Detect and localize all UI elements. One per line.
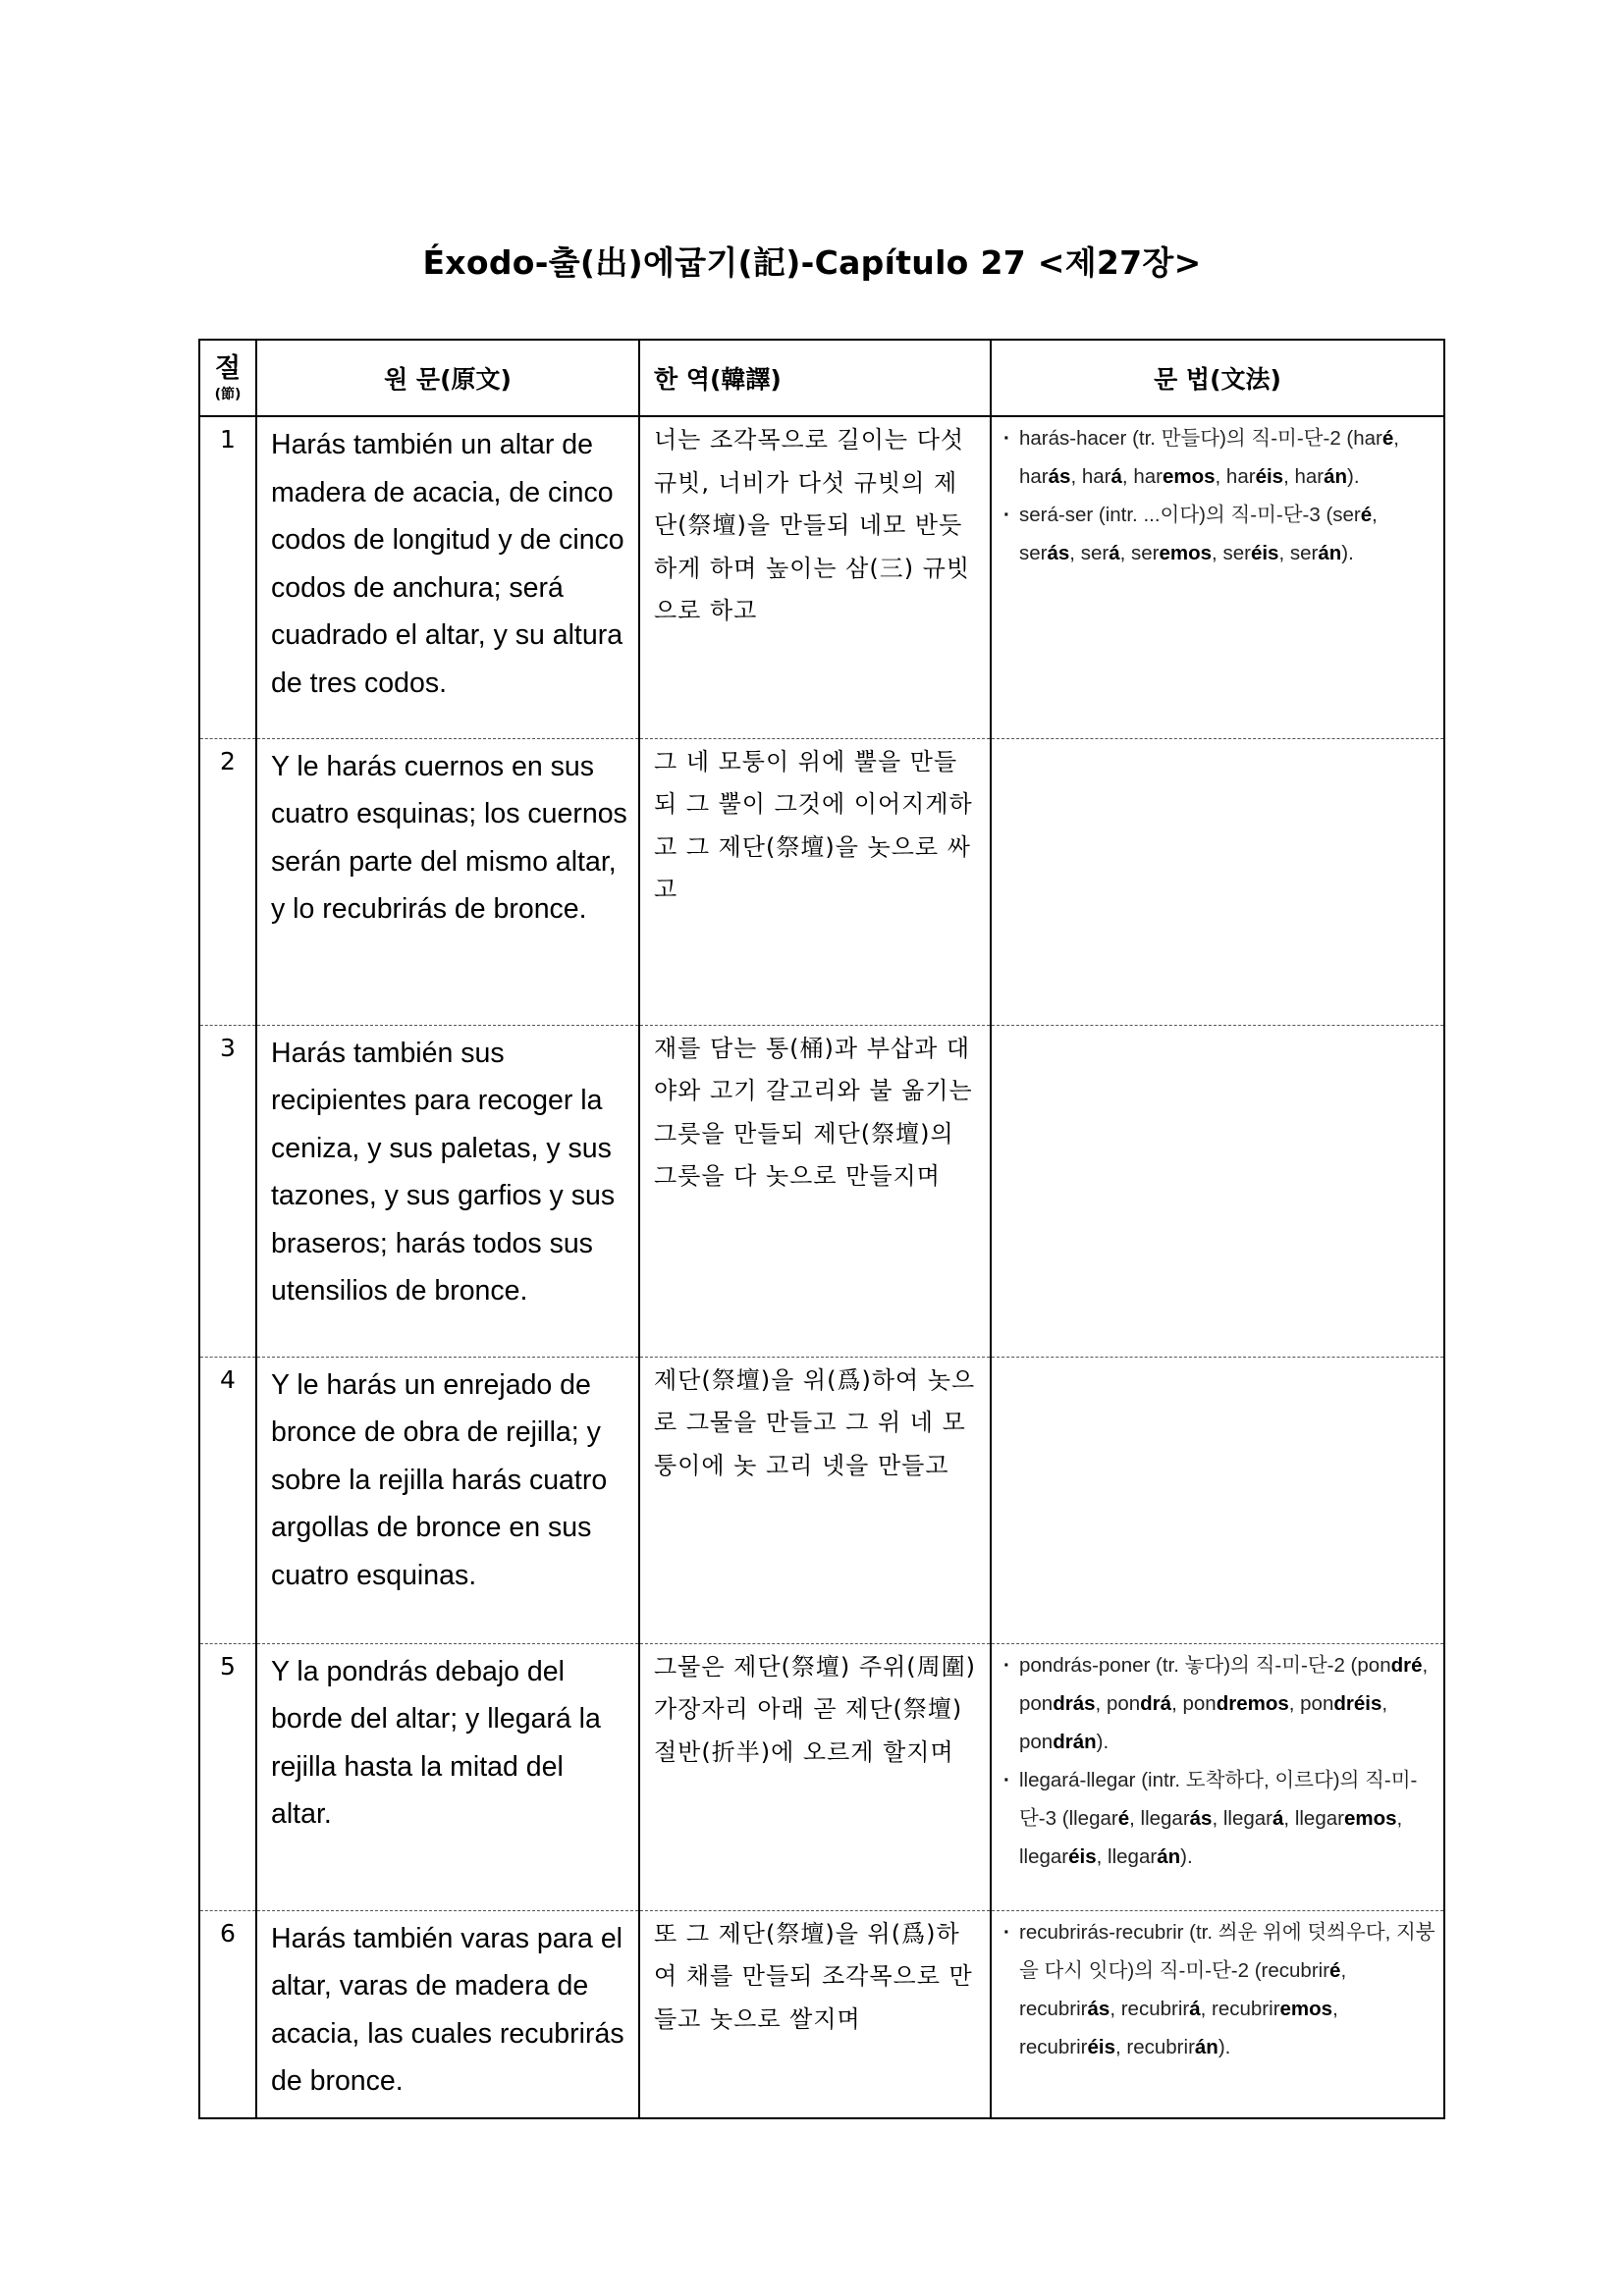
- conjugation-form: seré: [1332, 504, 1373, 526]
- header-grammar: 문 법(文法): [991, 340, 1444, 416]
- conjugation-form: pondré: [1357, 1653, 1423, 1677]
- conjugation-ending: drás: [1053, 1691, 1096, 1715]
- conjugation-ending: é: [1117, 1806, 1130, 1830]
- verse-grammar-notes: [991, 1357, 1444, 1643]
- conjugation-form: recubrirán: [1126, 2035, 1218, 2058]
- conjugation-form: serás: [1019, 542, 1070, 564]
- verse-korean-translation: 그 네 모퉁이 위에 뿔을 만들되 그 뿔이 그것에 이어지게하고 그 제단(祭壇)을 놋으로 싸고: [639, 738, 991, 1025]
- verse-korean-translation: 제단(祭壇)을 위(爲)하여 놋으로 그물을 만들고 그 위 네 모퉁이에 놋 고리 넷을 만들고: [639, 1357, 991, 1643]
- conjugation-form: llegaremos: [1294, 1806, 1397, 1830]
- conjugation-ending: drán: [1053, 1730, 1097, 1753]
- conjugation-form: seremos: [1131, 542, 1213, 564]
- conjugation-ending: á: [1189, 1997, 1201, 2020]
- conjugation-ending: éis: [1068, 1844, 1097, 1868]
- conjugation-form: llegaré: [1068, 1806, 1130, 1830]
- verse-row: [199, 738, 1444, 1025]
- verse-number: 2: [199, 738, 256, 1025]
- conjugation-form: seréis: [1222, 542, 1279, 564]
- conjugation-ending: drá: [1140, 1691, 1172, 1715]
- verse-original-text: Y le harás un enrejado de bronce de obra de rejilla; y sobre la rejilla harás cuatro argollas de bronce en sus cuatro esquinas.: [256, 1357, 639, 1643]
- conjugation-ending: é: [1381, 427, 1394, 450]
- grammar-note: · pondrás-poner (tr. 놓다)의 직-미-단-2 (pondré, pondrás, pondrá, pondremos, pondréis, pondrán).: [1005, 1646, 1435, 1761]
- conjugation-form: pondremos: [1182, 1691, 1289, 1715]
- conjugation-ending: ás: [1087, 1997, 1110, 2020]
- verse-original-text: Harás también un altar de madera de acacia, de cinco codos de longitud y de cinco codos de anchura; será cuadrado el altar, y su altura de tres codos.: [256, 416, 639, 738]
- verse-grammar-notes: [991, 1643, 1444, 1910]
- conjugation-ending: án: [1157, 1844, 1181, 1868]
- conjugation-ending: emos: [1279, 1997, 1333, 2020]
- conjugation-ending: dréis: [1333, 1691, 1382, 1715]
- verse-table: [198, 339, 1445, 2119]
- verse-row: [199, 1025, 1444, 1357]
- conjugation-ending: ás: [1189, 1806, 1213, 1830]
- conjugation-ending: éis: [1250, 542, 1279, 564]
- conjugation-ending: éis: [1255, 465, 1284, 488]
- conjugation-form: llegarás: [1140, 1806, 1213, 1830]
- conjugation-form: recubrirás: [1019, 1997, 1110, 2020]
- conjugation-ending: dré: [1390, 1653, 1423, 1677]
- conjugation-form: recubrirá: [1120, 1997, 1201, 2020]
- verse-original-text: Harás también varas para el altar, varas de madera de acacia, las cuales recubrirás de bronce.: [256, 1910, 639, 2118]
- conjugation-form: hará: [1081, 465, 1122, 488]
- conjugation-ending: án: [1324, 465, 1348, 488]
- verse-korean-translation: 또 그 제단(祭壇)을 위(爲)하여 채를 만들되 조각목으로 만들고 놋으로 쌀지며: [639, 1910, 991, 2118]
- conjugation-ending: ás: [1047, 542, 1070, 564]
- grammar-note: · recubrirás-recubrir (tr. 씌운 위에 덧씌우다, 지붕을 다시 잇다)의 직-미-단-2 (recubriré, recubrirás, recubrirá, recubriremos, recubriréis, recubrirán).: [1005, 1913, 1435, 2066]
- conjugation-ending: emos: [1343, 1806, 1397, 1830]
- verse-original-text: Harás también sus recipientes para recoger la ceniza, y sus paletas, y sus tazones, y sus garfios y sus braseros; harás todos sus utensilios de bronce.: [256, 1025, 639, 1357]
- conjugation-form: recubriréis: [1019, 2035, 1115, 2058]
- conjugation-form: harás: [1019, 465, 1071, 488]
- conjugation-form: pondrán: [1019, 1730, 1097, 1753]
- conjugation-ending: á: [1109, 542, 1120, 564]
- conjugation-ending: emos: [1159, 542, 1213, 564]
- verse-korean-translation: 재를 담는 통(桶)과 부삽과 대야와 고기 갈고리와 불 옮기는 그릇을 만들되 제단(祭壇)의 그릇을 다 놋으로 만들지며: [639, 1025, 991, 1357]
- verse-row: [199, 1643, 1444, 1910]
- verse-row: [199, 1910, 1444, 2118]
- verse-number: 1: [199, 416, 256, 738]
- grammar-note: · será-ser (intr. ...이다)의 직-미-단-3 (seré, serás, será, seremos, seréis, serán).: [1005, 496, 1435, 572]
- page-title: Éxodo-출(出)에굽기(記)-Capítulo 27 <제27장>: [422, 243, 1202, 282]
- verse-grammar-notes: [991, 1910, 1444, 2118]
- verse-number: 3: [199, 1025, 256, 1357]
- verse-grammar-notes: [991, 1025, 1444, 1357]
- conjugation-ending: é: [1360, 504, 1373, 526]
- verse-number: 5: [199, 1643, 256, 1910]
- verse-grammar-notes: [991, 738, 1444, 1025]
- header-verse-number: [199, 340, 256, 416]
- verse-number: 6: [199, 1910, 256, 2118]
- conjugation-ending: éis: [1087, 2035, 1115, 2058]
- header-verse-hanja: (節): [214, 386, 242, 402]
- verse-original-text: Y le harás cuernos en sus cuatro esquinas; los cuernos serán parte del mismo altar, y lo recubrirás de bronce.: [256, 738, 639, 1025]
- conjugation-form: haréis: [1225, 465, 1284, 488]
- verse-korean-translation: 너는 조각목으로 길이는 다섯 규빗, 너비가 다섯 규빗의 제단(祭壇)을 만들되 네모 반듯하게 하며 높이는 삼(三) 규빗으로 하고: [639, 416, 991, 738]
- conjugation-ending: án: [1318, 542, 1342, 564]
- conjugation-ending: dremos: [1216, 1691, 1289, 1715]
- conjugation-form: recubriremos: [1212, 1997, 1333, 2020]
- grammar-note: · llegará-llegar (intr. 도착하다, 이르다)의 직-미-단-3 (llegaré, llegarás, llegará, llegaremos, llegaréis, llegarán).: [1005, 1761, 1435, 1876]
- conjugation-form: llegará: [1222, 1806, 1284, 1830]
- verse-korean-translation: 그물은 제단(祭壇) 주위(周圍) 가장자리 아래 곧 제단(祭壇) 절반(折半)에 오르게 할지며: [639, 1643, 991, 1910]
- conjugation-form: harán: [1294, 465, 1348, 488]
- conjugation-ending: án: [1194, 2035, 1218, 2058]
- conjugation-form: pondrás: [1019, 1691, 1096, 1715]
- verse-table-body: [199, 416, 1444, 2118]
- conjugation-form: haremos: [1133, 465, 1216, 488]
- conjugation-form: llegarán: [1108, 1844, 1181, 1868]
- conjugation-ending: é: [1329, 1958, 1341, 1982]
- verse-row: [199, 416, 1444, 738]
- conjugation-form: pondréis: [1300, 1691, 1382, 1715]
- conjugation-form: recubriré: [1261, 1958, 1341, 1982]
- conjugation-form: haré: [1353, 427, 1394, 450]
- header-original-text: 원 문(原文): [256, 340, 639, 416]
- conjugation-form: serán: [1289, 542, 1342, 564]
- conjugation-form: será: [1080, 542, 1120, 564]
- conjugation-ending: ás: [1048, 465, 1071, 488]
- header-verse-label: 절: [214, 352, 242, 384]
- verse-original-text: Y la pondrás debajo del borde del altar; y llegará la rejilla hasta la mitad del altar.: [256, 1643, 639, 1910]
- conjugation-ending: á: [1272, 1806, 1284, 1830]
- conjugation-form: llegaréis: [1019, 1844, 1097, 1868]
- grammar-note: · harás-hacer (tr. 만들다)의 직-미-단-2 (haré, harás, hará, haremos, haréis, harán).: [1005, 419, 1435, 496]
- conjugation-ending: á: [1110, 465, 1122, 488]
- header-korean-translation: 한 역(韓譯): [639, 340, 991, 416]
- verse-number: 4: [199, 1357, 256, 1643]
- conjugation-form: pondrá: [1106, 1691, 1172, 1715]
- verse-row: [199, 1357, 1444, 1643]
- verse-grammar-notes: [991, 416, 1444, 738]
- conjugation-ending: emos: [1162, 465, 1216, 488]
- table-header-row: [199, 340, 1444, 416]
